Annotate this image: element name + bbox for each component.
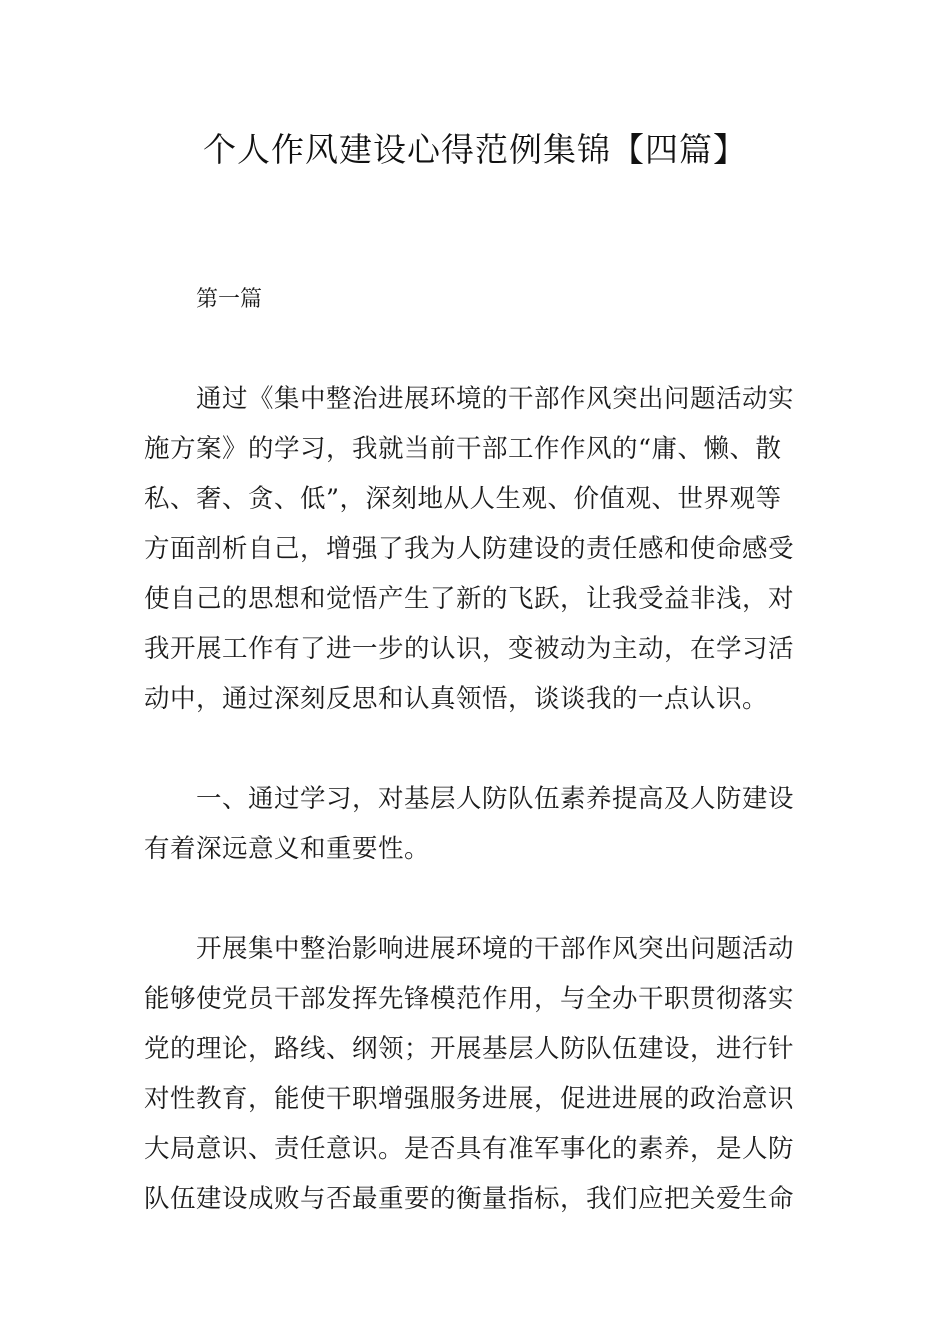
paragraph-line: 党的理论，路线、纲领；开展基层人防队伍建设，进行针: [144, 1034, 795, 1064]
paragraph-1: [144, 374, 808, 724]
paragraph-line: 一、通过学习，对基层人防队伍素养提高及人防建设: [196, 784, 795, 814]
paragraph-line: 方面剖析自己，增强了我为人防建设的责任感和使命感受: [144, 534, 795, 564]
paragraph-line: 我开展工作有了进一步的认识，变被动为主动，在学习活: [144, 634, 795, 664]
paragraph-3: [144, 924, 808, 1224]
paragraph-2: [144, 774, 808, 874]
paragraph-line: 通过《集中整治进展环境的干部作风突出问题活动实: [196, 384, 795, 414]
paragraph-line: 能够使党员干部发挥先锋模范作用，与全办干职贯彻落实: [144, 984, 795, 1014]
paragraph-line: 有着深远意义和重要性。: [144, 834, 431, 864]
paragraph-line: 大局意识、责任意识。是否具有准军事化的素养，是人防: [144, 1134, 795, 1164]
paragraph-line: 使自己的思想和觉悟产生了新的飞跃，让我受益非浅，对: [144, 584, 795, 614]
paragraph-line: 开展集中整治影响进展环境的干部作风突出问题活动: [196, 934, 795, 964]
document-title: 个人作风建设心得范例集锦【四篇】: [203, 130, 747, 169]
paragraph-line: 对性教育，能使干职增强服务进展，促进进展的政治意识: [144, 1084, 795, 1114]
section-label: 第一篇: [196, 287, 263, 312]
paragraph-line: 施方案》的学习，我就当前干部工作作风的“庸、懒、散: [144, 434, 782, 464]
paragraph-line: 队伍建设成败与否最重要的衡量指标，我们应把关爱生命: [144, 1184, 795, 1214]
paragraph-line: 私、奢、贪、低”，深刻地从人生观、价值观、世界观等: [144, 484, 782, 514]
paragraph-line: 动中，通过深刻反思和认真领悟，谈谈我的一点认识。: [144, 684, 769, 714]
